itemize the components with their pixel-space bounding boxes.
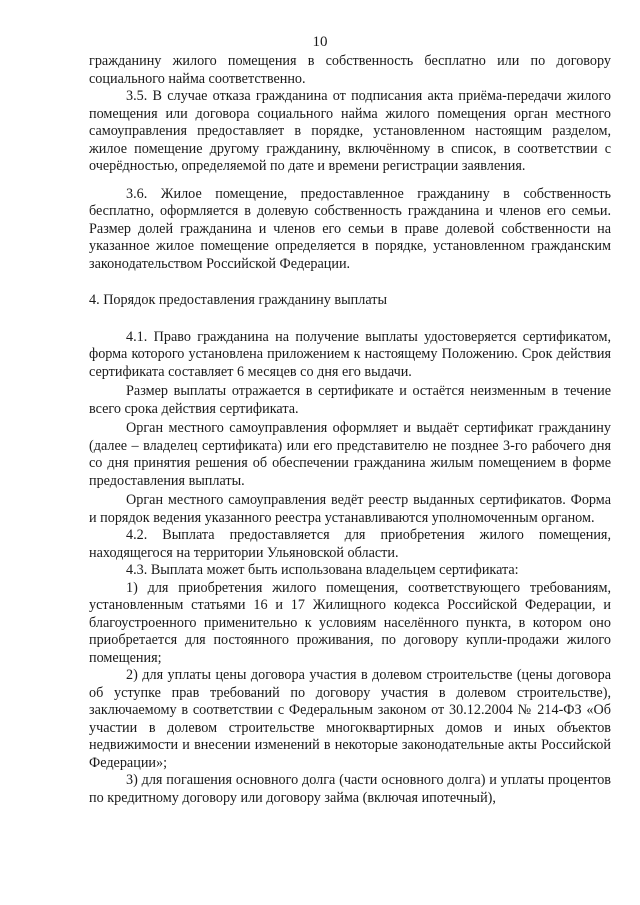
list-item-2: 2) для уплаты цены договора участия в долевом строительстве (цены договора об уступке прав требований по договору участия в долевом строительстве), заключаемому в соответствии с Федеральным законом от 30.12.2004 № 214-ФЗ «Об участии в долевом строительстве многоквартирных домов и иных объектов недвижимости и внесении изменений в некоторые законодательные акты Российской Федерации»; (89, 667, 611, 771)
document-body (89, 53, 611, 807)
paragraph-4-3: 4.3. Выплата может быть использована владельцем сертификата: (126, 562, 519, 578)
page-number: 10 (312, 34, 328, 50)
section-heading: 4. Порядок предоставления гражданину выплаты (89, 292, 387, 308)
list-item-1: 1) для приобретения жилого помещения, соответствующего требованиям, установленным статьями 16 и 17 Жилищного кодекса Российской Федерации, и благоустроенного применительно к условиям населённого пункта, в котором оно приобретается для постоянного проживания, по договору купли-продажи жилого помещения; (89, 579, 611, 666)
paragraph-continuation: гражданину жилого помещения в собственность бесплатно или по договору социального найма соответственно. (89, 53, 611, 87)
paragraph-certificate-issue: Орган местного самоуправления оформляет и выдаёт сертификат гражданину (далее – владелец сертификата) или его представителю не позднее 3-го рабочего дня со дня принятия решения об обеспечении гражданина жилым помещением в форме предоставления выплаты. (89, 420, 611, 489)
list-item-3: 3) для погашения основного долга (части основного долга) и уплаты процентов по кредитному договору или договору займа (включая ипотечный), (89, 772, 611, 806)
paragraph-3-6: 3.6. Жилое помещение, предоставленное гражданину в собственность бесплатно, оформляется в долевую собственность гражданина и членов его семьи. Размер долей гражданина и членов его семьи в праве долевой собственности на указанное жилое помещение определяется в порядке, установленном гражданским законодательством Российской Федерации. (89, 185, 611, 272)
paragraph-4-2: 4.2. Выплата предоставляется для приобретения жилого помещения, находящегося на территории Ульяновской области. (89, 527, 611, 561)
paragraph-registry: Орган местного самоуправления ведёт реестр выданных сертификатов. Форма и порядок ведения указанного реестра устанавливаются уполномоченным органом. (89, 492, 611, 526)
paragraph-4-1: 4.1. Право гражданина на получение выплаты удостоверяется сертификатом, форма которого установлена приложением к настоящему Положению. Срок действия сертификата составляет 6 месяцев со дня его выдачи. (89, 328, 611, 380)
paragraph-3-5: 3.5. В случае отказа гражданина от подписания акта приёма-передачи жилого помещения или договора социального найма жилого помещения орган местного самоуправления предоставляет в порядке, установленном настоящим разделом, жилое помещение другому гражданину, включённому в список, в соответствии с очерёдностью, определяемой по дате и времени регистрации заявления. (89, 88, 611, 174)
paragraph-payment-size: Размер выплаты отражается в сертификате и остаётся неизменным в течение всего срока действия сертификата. (89, 383, 611, 417)
